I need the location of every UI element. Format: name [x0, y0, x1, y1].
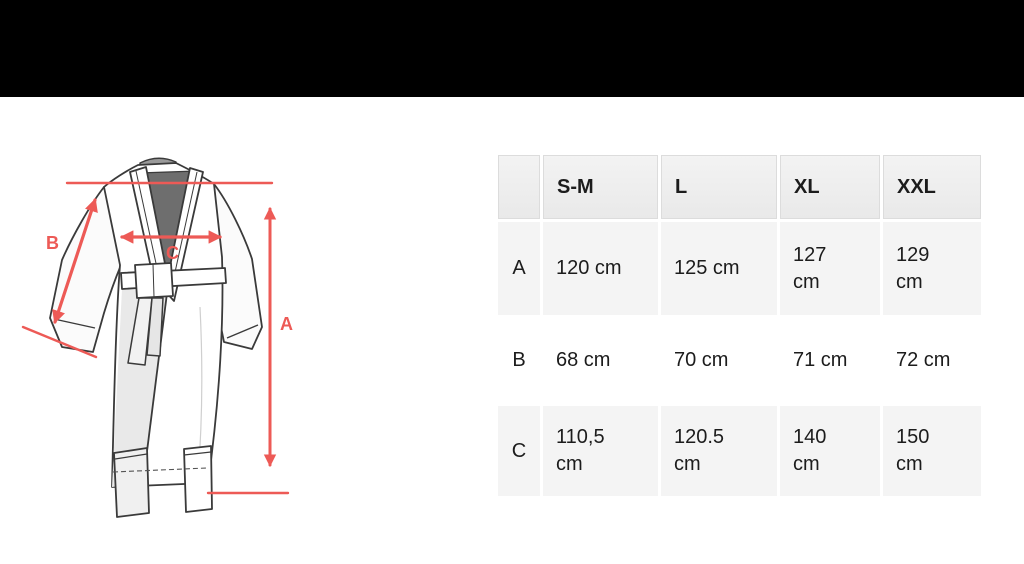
size-column-header-sm: S-M [543, 155, 658, 219]
size-column-header-xl: XL [780, 155, 880, 219]
row-label-b: B [498, 318, 540, 403]
value-c-sm [543, 406, 658, 496]
size-table [495, 152, 984, 499]
value-c-sm-text: 110,5 cm [556, 426, 605, 475]
value-b-xxl: 72 cm [883, 318, 981, 403]
robe-right-pocket [184, 446, 212, 512]
value-a-xxl [883, 222, 981, 315]
value-c-xxl-text: 150 cm [896, 426, 930, 475]
size-table-corner-cell [498, 155, 540, 219]
value-c-xl-text: 140 cm [793, 426, 827, 475]
dimension-label-b: B [46, 233, 60, 253]
value-a-xl-text: 127 cm [793, 243, 827, 293]
row-label-c: C [498, 406, 540, 496]
table-row-a [498, 222, 981, 315]
value-c-l [661, 406, 777, 496]
robe-drawing [50, 158, 262, 517]
value-b-l: 70 cm [661, 318, 777, 403]
table-row-c [498, 406, 981, 496]
table-row-b [498, 318, 981, 403]
size-table-header-row [498, 155, 981, 219]
value-a-xl [780, 222, 880, 315]
value-a-sm: 120 cm [543, 222, 658, 315]
top-black-bar [0, 0, 1024, 97]
value-c-xl [780, 406, 880, 496]
size-column-header-xxl: XXL [883, 155, 981, 219]
value-a-l: 125 cm [661, 222, 777, 315]
row-label-a: A [498, 222, 540, 315]
dimension-label-a: A [280, 314, 294, 334]
dimension-label-c: C [166, 243, 180, 263]
value-b-xl: 71 cm [780, 318, 880, 403]
value-c-l-text: 120.5 cm [674, 426, 725, 475]
value-a-xxl-text: 129 cm [896, 243, 930, 293]
value-c-xxl [883, 406, 981, 496]
value-b-sm: 68 cm [543, 318, 658, 403]
size-column-header-l: L [661, 155, 777, 219]
